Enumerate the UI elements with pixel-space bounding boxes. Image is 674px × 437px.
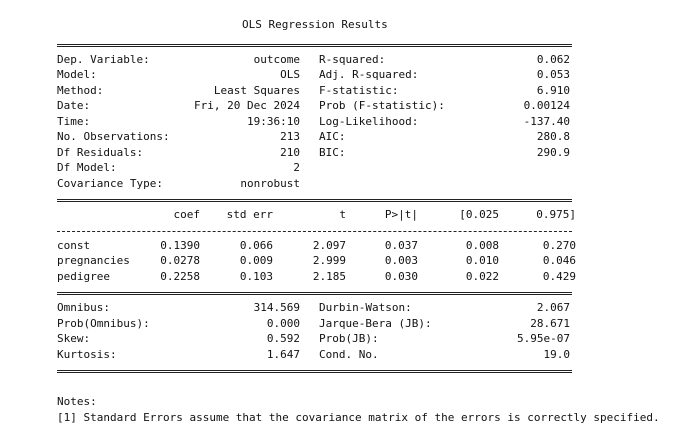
coef-cell: 0.1390	[160, 239, 200, 252]
summary-label: Method:	[57, 84, 104, 97]
summary-value: -137.40	[523, 115, 570, 128]
summary-value: outcome	[253, 53, 300, 66]
summary-label: Date:	[57, 99, 91, 112]
coef-cell: 0.003	[384, 254, 418, 267]
diagnostic-value: 28.671	[530, 317, 570, 330]
summary-label: Covariance Type:	[57, 177, 163, 190]
coef-cell: 0.008	[465, 239, 499, 252]
diagnostic-label: Durbin-Watson:	[319, 301, 412, 314]
coef-cell: 2.097	[312, 239, 346, 252]
summary-value: OLS	[280, 68, 300, 81]
diagnostic-label: Omnibus:	[57, 301, 110, 314]
diagnostic-value: 0.000	[266, 317, 300, 330]
summary-value: Least Squares	[213, 84, 300, 97]
results-title: OLS Regression Results	[242, 18, 388, 31]
diagnostic-value: 1.647	[266, 348, 300, 361]
coef-cell: 0.103	[239, 270, 273, 283]
coef-cell: 0.037	[384, 239, 418, 252]
coef-column-header: coef	[173, 208, 200, 221]
summary-value: nonrobust	[240, 177, 300, 190]
coef-column-header: std err	[226, 208, 273, 221]
coef-column-header: t	[339, 208, 346, 221]
summary-label: Df Residuals:	[57, 146, 144, 159]
summary-value: 290.9	[536, 146, 570, 159]
summary-value: 280.8	[536, 130, 570, 143]
coef-cell: 0.0278	[160, 254, 200, 267]
coef-cell: 0.046	[542, 254, 576, 267]
diagnostic-value: 5.95e-07	[517, 332, 570, 345]
rule-top	[57, 44, 572, 47]
coef-column-header: 0.975]	[536, 208, 576, 221]
note-item: [1] Standard Errors assume that the covariance matrix of the errors is correctly specified.	[57, 411, 660, 424]
summary-label: Prob (F-statistic):	[319, 99, 445, 112]
summary-label: No. Observations:	[57, 130, 170, 143]
diagnostic-label: Skew:	[57, 332, 91, 345]
diagnostic-label: Kurtosis:	[57, 348, 117, 361]
coef-cell: 0.429	[542, 270, 576, 283]
summary-value: 2	[293, 161, 300, 174]
diagnostic-value: 19.0	[543, 348, 570, 361]
coef-cell: 0.009	[239, 254, 273, 267]
rule-coef-end	[57, 292, 572, 295]
coef-row-name: pedigree	[57, 270, 110, 283]
diagnostic-value: 0.592	[266, 332, 300, 345]
rule-summary-end	[57, 199, 572, 202]
coef-cell: 0.066	[239, 239, 273, 252]
notes-heading: Notes:	[57, 395, 97, 408]
rule-bottom	[57, 370, 572, 373]
coef-cell: 0.2258	[160, 270, 200, 283]
coef-row-name: pregnancies	[57, 254, 130, 267]
summary-value: 0.00124	[523, 99, 570, 112]
diagnostic-label: Jarque-Bera (JB):	[319, 317, 432, 330]
summary-label: Log-Likelihood:	[319, 115, 419, 128]
diagnostic-label: Prob(Omnibus):	[57, 317, 150, 330]
coef-cell: 0.270	[542, 239, 576, 252]
summary-label: AIC:	[319, 130, 346, 143]
coef-row-name: const	[57, 239, 91, 252]
summary-value: 213	[280, 130, 300, 143]
summary-value: 0.053	[536, 68, 570, 81]
diagnostic-label: Cond. No.	[319, 348, 379, 361]
coef-column-header: P>|t|	[384, 208, 418, 221]
diagnostic-label: Prob(JB):	[319, 332, 379, 345]
summary-label: Adj. R-squared:	[319, 68, 419, 81]
coef-cell: 2.185	[312, 270, 346, 283]
coef-cell: 2.999	[312, 254, 346, 267]
summary-label: Dep. Variable:	[57, 53, 150, 66]
diagnostic-value: 2.067	[536, 301, 570, 314]
summary-value: Fri, 20 Dec 2024	[194, 99, 300, 112]
coef-cell: 0.010	[465, 254, 499, 267]
summary-value: 0.062	[536, 53, 570, 66]
summary-value: 210	[280, 146, 300, 159]
coef-cell: 0.030	[384, 270, 418, 283]
summary-label: Model:	[57, 68, 97, 81]
coef-cell: 0.022	[465, 270, 499, 283]
summary-label: Time:	[57, 115, 91, 128]
summary-value: 19:36:10	[247, 115, 300, 128]
summary-value: 6.910	[536, 84, 570, 97]
summary-label: BIC:	[319, 146, 346, 159]
diagnostic-value: 314.569	[253, 301, 300, 314]
coef-column-header: [0.025	[459, 208, 499, 221]
summary-label: F-statistic:	[319, 84, 399, 97]
rule-coef-header	[57, 231, 572, 232]
summary-label: Df Model:	[57, 161, 117, 174]
summary-label: R-squared:	[319, 53, 386, 66]
